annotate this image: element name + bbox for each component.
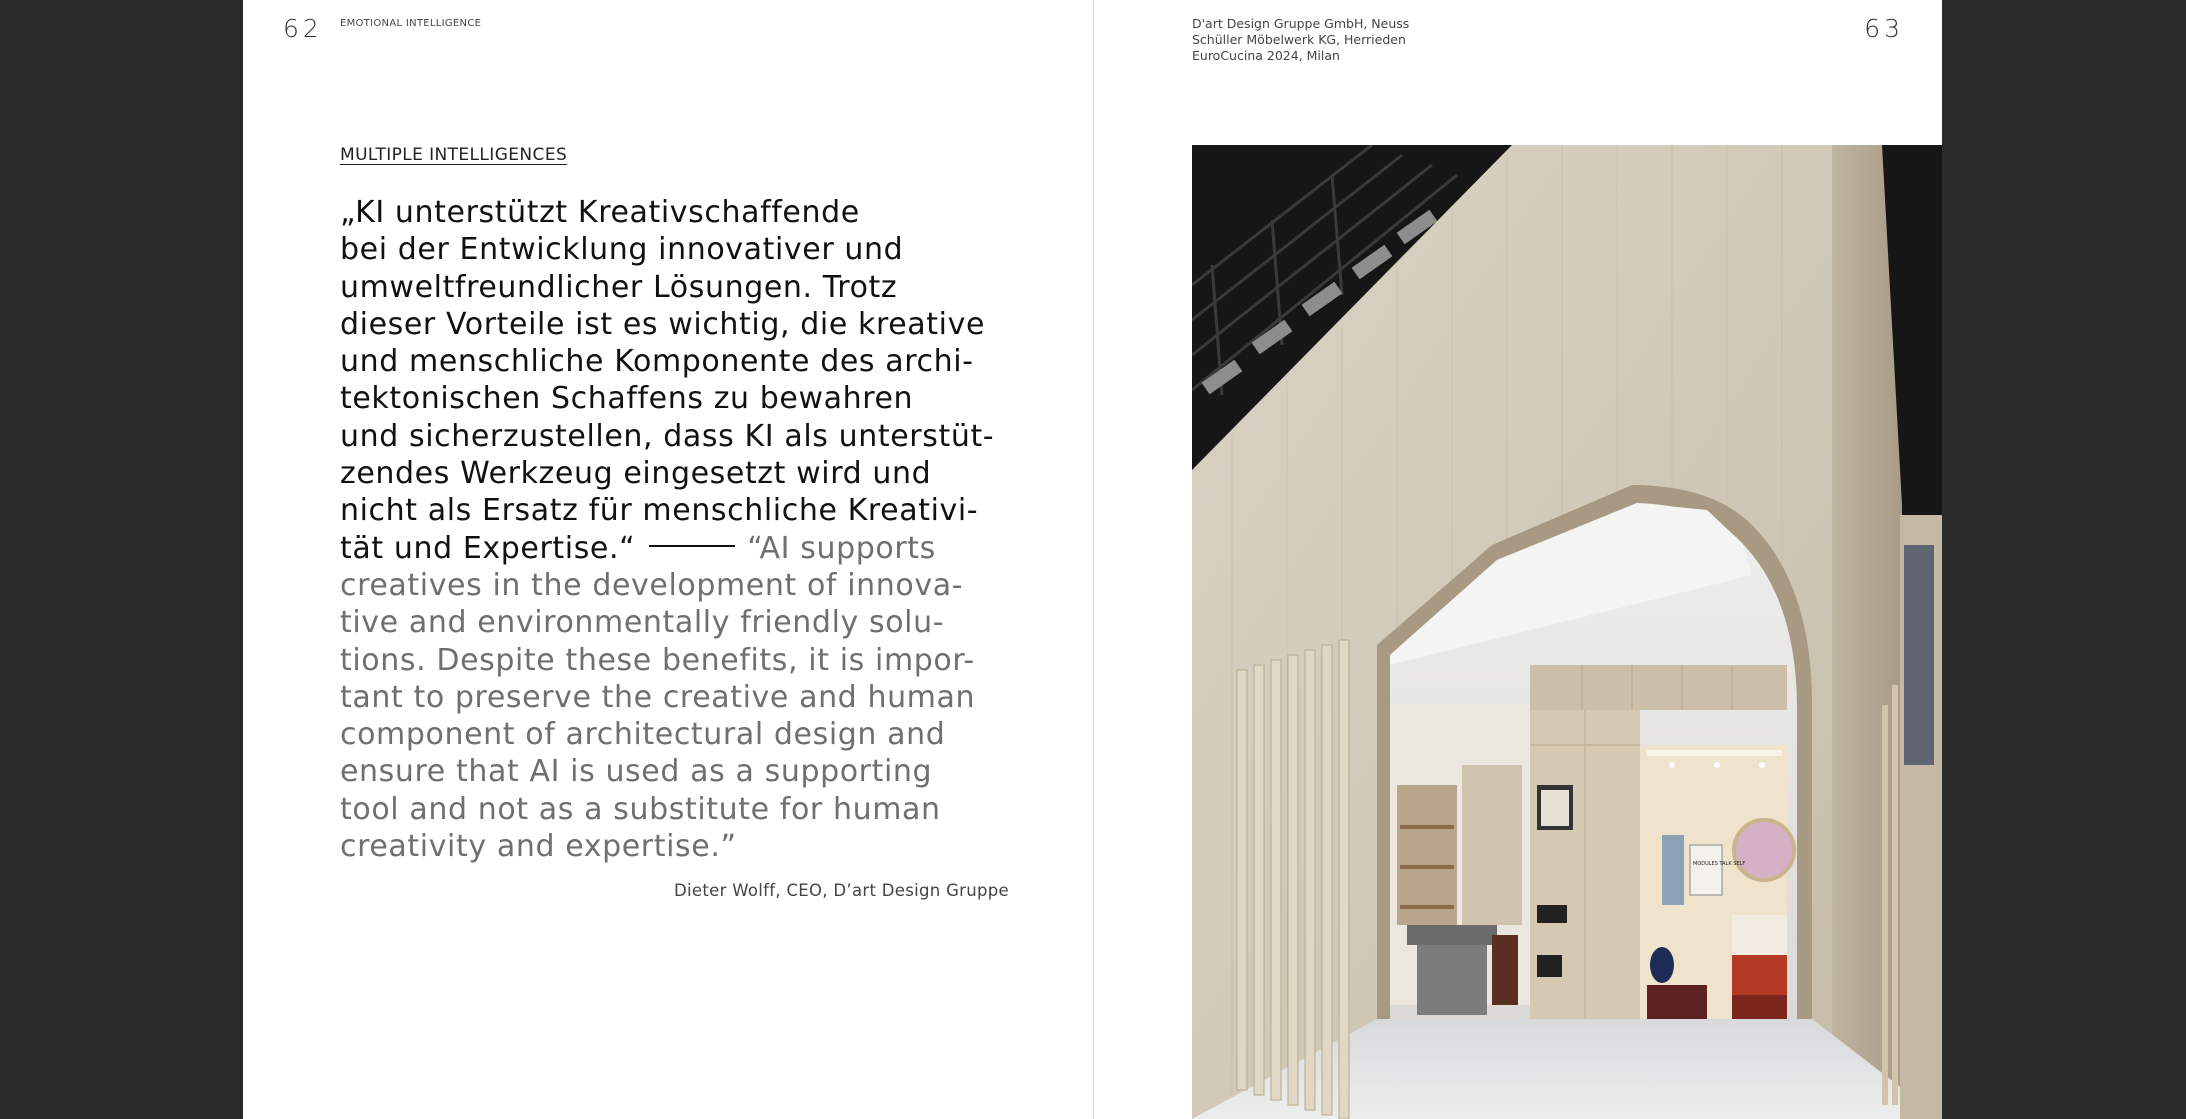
quote-de-line: umweltfreundlicher Lösungen. Trotz xyxy=(340,269,898,305)
quote-en-line: creativity and expertise.” xyxy=(340,829,737,865)
quote-de-line: und sicherzustellen, dass KI als unterstüt- xyxy=(340,418,995,454)
quote-en-line: component of architectural design and xyxy=(340,717,946,753)
quote-en-line: creatives in the development of innova- xyxy=(340,567,964,603)
quote-en-line: tive and environmentally friendly solu- xyxy=(340,605,945,641)
running-head: EMOTIONAL INTELLIGENCE xyxy=(340,18,482,29)
quote-en-line: tions. Despite these benefits, it is impor- xyxy=(340,642,975,678)
quote-en-line: ensure that AI is used as a supporting xyxy=(340,754,933,790)
quote-de-line: dieser Vorteile ist es wichtig, die kreative xyxy=(340,306,986,342)
quote-de-line: bei der Entwicklung innovativer und xyxy=(340,232,904,268)
page-number: 63 xyxy=(1864,14,1904,43)
page-63 xyxy=(1094,0,1942,1119)
quote-block xyxy=(340,194,1000,865)
wood-slats xyxy=(1237,640,1349,1119)
quote-de-line: zendes Werkzeug eingesetzt wird und xyxy=(340,456,932,492)
quote-de-line: „KI unterstützt Kreativschaffende xyxy=(340,195,860,230)
quote-en-line: “AI supports xyxy=(747,530,936,566)
language-divider-rule xyxy=(649,545,735,547)
credit-line: EuroCucina 2024, Milan xyxy=(1192,48,1340,63)
quote-en-line: tool and not as a substitute for human xyxy=(340,791,941,827)
quote-de-line: tät und Expertise.“ xyxy=(340,530,636,566)
exhibition-booth-photo xyxy=(1192,145,1942,1119)
quote-attribution: Dieter Wolff, CEO, D’art Design Gruppe xyxy=(674,881,1009,900)
photo-credits xyxy=(1192,16,1409,64)
quote-de-line: und menschliche Komponente des archi- xyxy=(340,344,974,380)
quote-de-line: nicht als Ersatz für menschliche Kreativi- xyxy=(340,493,979,529)
quote-en-line: tant to preserve the creative and human xyxy=(340,679,976,715)
credit-line: Schüller Möbelwerk KG, Herrieden xyxy=(1192,32,1406,47)
quote-transition-line xyxy=(340,530,1000,567)
credit-line: D'art Design Gruppe GmbH, Neuss xyxy=(1192,16,1410,31)
quote-de-line: tektonischen Schaffens zu bewahren xyxy=(340,381,914,417)
page-62 xyxy=(243,0,1093,1119)
section-heading: MULTIPLE INTELLIGENCES xyxy=(340,145,568,165)
tote-bag-print: MODULES TALK SELF xyxy=(1693,861,1746,867)
page-number: 62 xyxy=(283,14,323,43)
